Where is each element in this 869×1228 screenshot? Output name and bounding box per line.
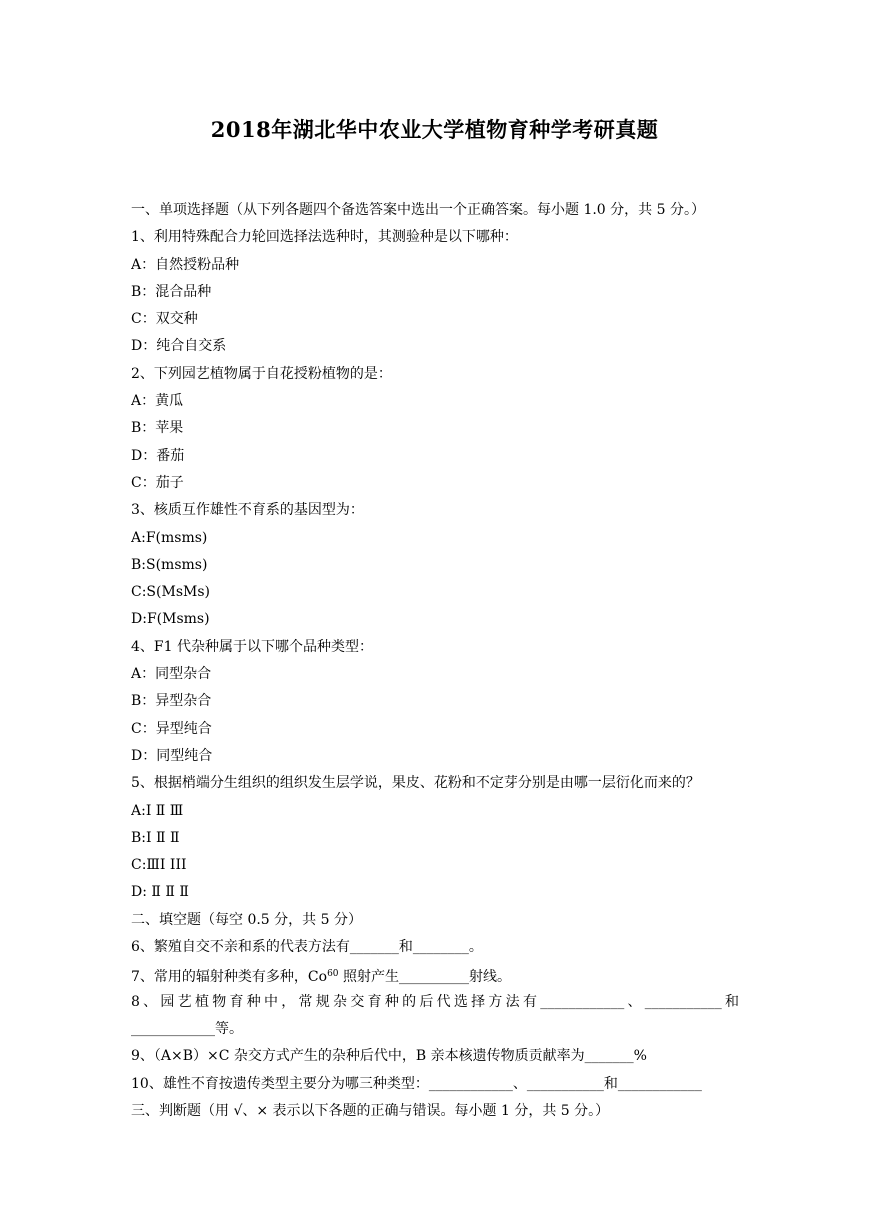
question-3-stem: 3、核质互作雄性不育系的基因型为：: [131, 502, 364, 519]
question-5-option-a: A:I Ⅱ Ⅲ: [131, 802, 184, 819]
question-4-option-d: D：同型纯合: [131, 747, 213, 764]
question-6: 6、繁殖自交不亲和系的代表方法有_______和________。: [131, 939, 483, 956]
question-2-stem: 2、下列园艺植物属于自花授粉植物的是：: [131, 365, 392, 382]
question-5-option-b: B:I Ⅱ Ⅱ: [131, 829, 180, 846]
question-1-option-b: B：混合品种: [131, 283, 212, 300]
question-8-line-1: 8、园艺植物育种中，常规杂交育种的后代选择方法有____________、___________和: [131, 993, 739, 1010]
question-4-option-c: C：异型纯合: [131, 720, 212, 737]
section-1-heading: 一、单项选择题（从下列各题四个备选答案中选出一个正确答案。每小题 1.0 分，共 5 分。）: [131, 202, 705, 218]
question-1-stem: 1、利用特殊配合力轮回选择法选种时，其测验种是以下哪种：: [131, 229, 518, 246]
question-1-option-c: C：双交种: [131, 311, 198, 328]
question-4-option-a: A：同型杂合: [131, 666, 212, 683]
section-2-heading: 二、填空题（每空 0.5 分，共 5 分）: [131, 911, 362, 928]
question-3-option-a: A:F(msms): [131, 529, 208, 546]
question-7-text-end: 照射产生__________射线。: [338, 969, 511, 986]
question-3-option-d: D:F(Msms): [131, 611, 210, 628]
question-5-option-c: C:ⅢI III: [131, 857, 187, 874]
question-2-option-3: D：番茄: [131, 447, 185, 464]
question-4-option-b: B：异型杂合: [131, 693, 212, 710]
question-1-option-d: D：纯合自交系: [131, 338, 227, 355]
question-10: 10、雄性不育按遗传类型主要分为哪三种类型：____________、___________和____________: [131, 1075, 702, 1092]
question-2-option-2: B：苹果: [131, 420, 184, 437]
section-3-heading: 三、判断题（用 √、× 表示以下各题的正确与错误。每小题 1 分，共 5 分。）: [131, 1102, 610, 1119]
question-7: [131, 961, 739, 988]
question-8-line-2: ____________等。: [131, 1020, 243, 1037]
question-7-superscript: 60: [327, 969, 339, 980]
question-4-stem: 4、F1 代杂种属于以下哪个品种类型：: [131, 638, 373, 655]
question-7-text-start: 7、常用的辐射种类有多种，Co: [131, 969, 328, 986]
question-9: 9、（A×B）×C 杂交方式产生的杂种后代中，B 亲本核遗传物质贡献率为_______%: [131, 1048, 647, 1065]
page-title: 2018年湖北华中农业大学植物育种学考研真题: [210, 117, 659, 142]
question-3-option-b: B:S(msms): [131, 556, 208, 573]
question-5-option-d: D: Ⅱ Ⅱ Ⅱ: [131, 884, 189, 901]
question-5-stem: 5、根据梢端分生组织的组织发生层学说，果皮、花粉和不定芽分别是由哪一层衍化而来的？: [131, 775, 700, 792]
document-body: [131, 197, 739, 1125]
question-2-option-4: C：茄子: [131, 474, 184, 491]
question-1-option-a: A：自然授粉品种: [131, 256, 240, 273]
question-3-option-c: C:S(MsMs): [131, 584, 210, 601]
question-2-option-1: A：黄瓜: [131, 393, 184, 410]
